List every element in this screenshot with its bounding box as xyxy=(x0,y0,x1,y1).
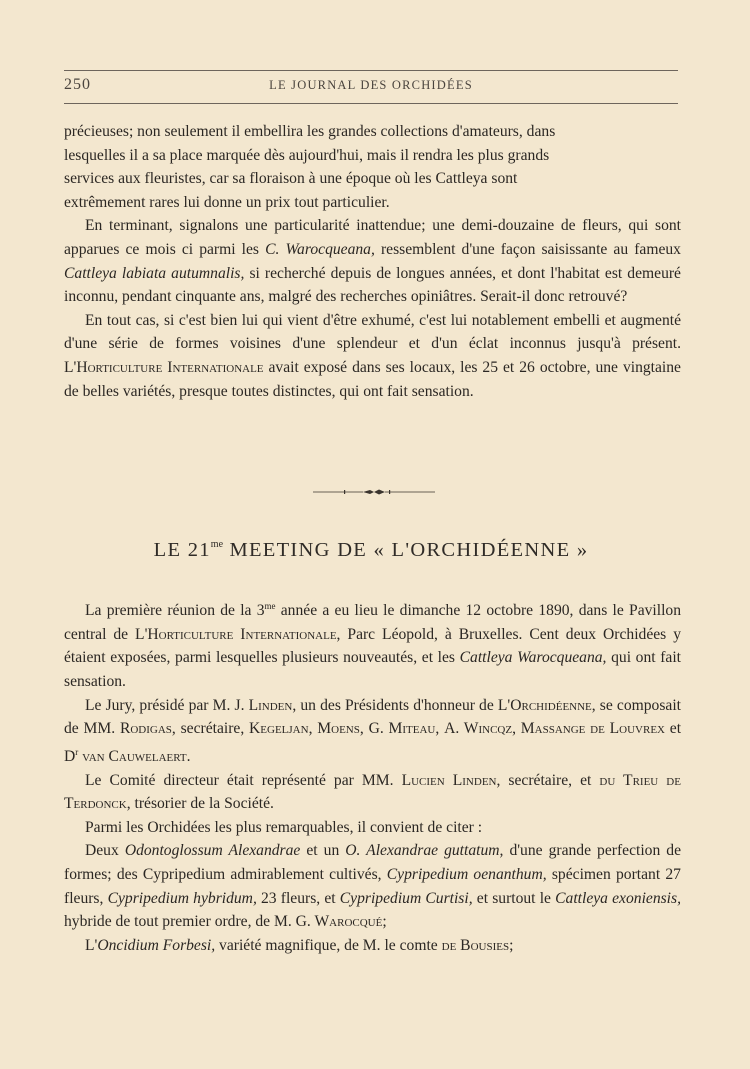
p5-sep-2: , xyxy=(359,720,369,738)
p5-name-linden: J. Linden xyxy=(234,696,293,714)
p2-text-3: si recherché depuis de longues années, et dont l'habitat est demeuré inconnu, pendant cinquante ans, malgré des recherches opiniâtres. Serait-il donc retrouvé? xyxy=(64,264,681,306)
p5-superscript: r xyxy=(75,746,79,757)
p3-company-name: L'Horticulture Internationale xyxy=(64,358,264,376)
p9-end: ; xyxy=(509,936,514,954)
p9-text-1: L' xyxy=(85,936,98,954)
paragraph-7: Parmi les Orchidées les plus remarquables, il convient de citer : xyxy=(85,818,483,836)
p5-society-name: L'Orchidéenne xyxy=(497,696,592,714)
paragraph-9 xyxy=(64,934,681,958)
title-part-1: LE 21 xyxy=(153,539,211,561)
paragraph-5 xyxy=(64,694,681,769)
p8-text-3: d'une grande perfection de formes; des Cypripedium admirablement cultivés, xyxy=(64,842,681,883)
p2-species-1: C. Warocqueana, xyxy=(265,240,375,258)
p6-name-trieu: du Trieu de Terdonck xyxy=(64,771,681,813)
p4-text-3: , Parc Léopold, à Bruxelles. Cent deux Orchidées y étaient exposées, parmi lesquelles plusieurs nouveautés, et les xyxy=(64,625,681,667)
p5-name-miteau: G. Miteau xyxy=(368,720,436,738)
p8-text-5: 23 fleurs, et xyxy=(256,889,340,907)
p5-text-5: et D xyxy=(64,720,682,765)
p4-text-4: qui ont fait sensation. xyxy=(64,649,682,690)
paragraph-3 xyxy=(64,309,681,403)
p6-text-2: , secrétaire, et xyxy=(496,771,600,789)
p8-species-2: O. Alexandrae guttatum, xyxy=(345,842,504,860)
p8-text-6: et surtout le xyxy=(472,889,556,907)
p5-name-wincqz: A. Wincqz xyxy=(444,720,513,738)
p3-text-2: avait exposé dans ses locaux, les 25 et 26 octobre, une vingtaine de belles variétés, presque toutes distinctes, qui ont fait sensation. xyxy=(64,358,681,400)
p8-species-5: Cypripedium Curtisi, xyxy=(339,889,473,907)
p8-species-4: Cypripedium hybridum, xyxy=(107,889,257,907)
p5-sep-3: , xyxy=(435,720,445,738)
p4-company-name: L'Horticulture Internationale xyxy=(135,625,337,643)
p1-line-1: précieuses; non seulement il embellira les grandes collections d'amateurs, dans xyxy=(64,123,556,140)
p1-line-2: lesquelles il a sa place marquée dès aujourd'hui, mais il rendra les plus grands xyxy=(64,146,550,164)
p8-text-2: et un xyxy=(300,842,346,860)
header-rule-top xyxy=(64,70,678,71)
p8-species-1: Odontoglossum Alexandrae xyxy=(124,842,301,860)
running-title: LE JOURNAL DES ORCHIDÉES xyxy=(269,78,473,92)
p9-text-2: variété magnifique, de M. le comte xyxy=(215,936,442,954)
paragraph-8 xyxy=(64,839,681,933)
p6-text-3: , trésorier de la Société. xyxy=(126,795,274,813)
p5-text-2: , un des Présidents d'honneur de xyxy=(292,696,498,714)
section-ornament xyxy=(313,486,435,498)
p8-species-3: Cypripedium oenanthum, xyxy=(386,865,547,883)
p4-text-2: année a eu lieu le dimanche 12 octobre 1890, dans le Pavillon central de xyxy=(64,602,682,643)
p1-line-3: services aux fleuristes, car sa floraison à une époque où les Cattleya sont xyxy=(64,170,518,188)
p4-species: Cattleya Warocqueana, xyxy=(459,649,607,667)
p3-text-1: En tout cas, si c'est bien lui qui vient d'être exhumé, c'est lui notablement embelli et augmenté d'une série de formes voisines d'une splendeur et d'un éclat inconnus jusqu'à présent. xyxy=(64,311,681,353)
p5-sep-1: , xyxy=(308,720,318,738)
p9-name-bousies: de Bousies xyxy=(441,936,510,954)
meeting-report xyxy=(64,595,681,957)
p5-name-moens: Moens xyxy=(317,720,360,738)
paragraph-4 xyxy=(64,595,681,694)
p8-text-4: spécimen portant 27 fleurs, xyxy=(64,865,681,907)
title-part-2: MEETING DE « L'ORCHIDÉENNE » xyxy=(223,539,589,561)
title-superscript: me xyxy=(210,539,224,550)
p6-text-1: Le Comité directeur était représenté par MM. xyxy=(85,771,402,789)
p4-text-1: La première réunion de la 3 xyxy=(85,602,265,620)
p5-name-rodigas: Rodigas xyxy=(119,720,172,738)
p8-species-6: Cattleya exoniensis, xyxy=(555,889,681,907)
p5-text-1: Le Jury, présidé par M. xyxy=(85,696,235,714)
p4-superscript: me xyxy=(264,601,276,611)
p5-text-3: , se composait de MM. xyxy=(64,696,682,738)
p2-text-2: ressemblent d'une façon saisissante au fameux xyxy=(374,240,681,258)
p5-name-cauwelaert: van Cauwelaert xyxy=(82,747,187,765)
p1-line-4: extrêmement rares lui donne un prix tout particulier. xyxy=(64,193,390,211)
p8-text-7: hybride de tout premier ordre, de M. xyxy=(64,913,296,931)
paragraph-6 xyxy=(64,769,681,816)
p6-name-lucien: Lucien Linden xyxy=(401,771,497,789)
p5-name-kegeljan: Kegeljan xyxy=(249,720,309,738)
p5-name-massange: Massange de Louvrex xyxy=(520,720,665,738)
header-rule-bottom xyxy=(64,103,678,104)
article-continuation xyxy=(64,120,681,403)
p5-text-4: , secrétaire, xyxy=(171,720,250,738)
p8-text-1: Deux xyxy=(85,842,125,860)
p2-text-1: En terminant, signalons une particularité inattendue; une demi-douzaine de fleurs, qui sont apparues ce mois ci parmi les xyxy=(64,217,681,258)
p9-species: Oncidium Forbesi, xyxy=(97,936,216,954)
p2-species-2: Cattleya labiata autumnalis, xyxy=(64,264,245,282)
p5-sep-4: , xyxy=(512,720,521,738)
page-number: 250 xyxy=(64,76,91,93)
section-title xyxy=(64,539,678,562)
paragraph-1 xyxy=(64,120,681,214)
p8-end: ; xyxy=(382,913,387,931)
p8-name-warocque: G. Warocqué xyxy=(295,913,383,931)
p5-end: . xyxy=(186,747,191,765)
paragraph-2 xyxy=(64,214,681,308)
page-header xyxy=(64,76,678,98)
